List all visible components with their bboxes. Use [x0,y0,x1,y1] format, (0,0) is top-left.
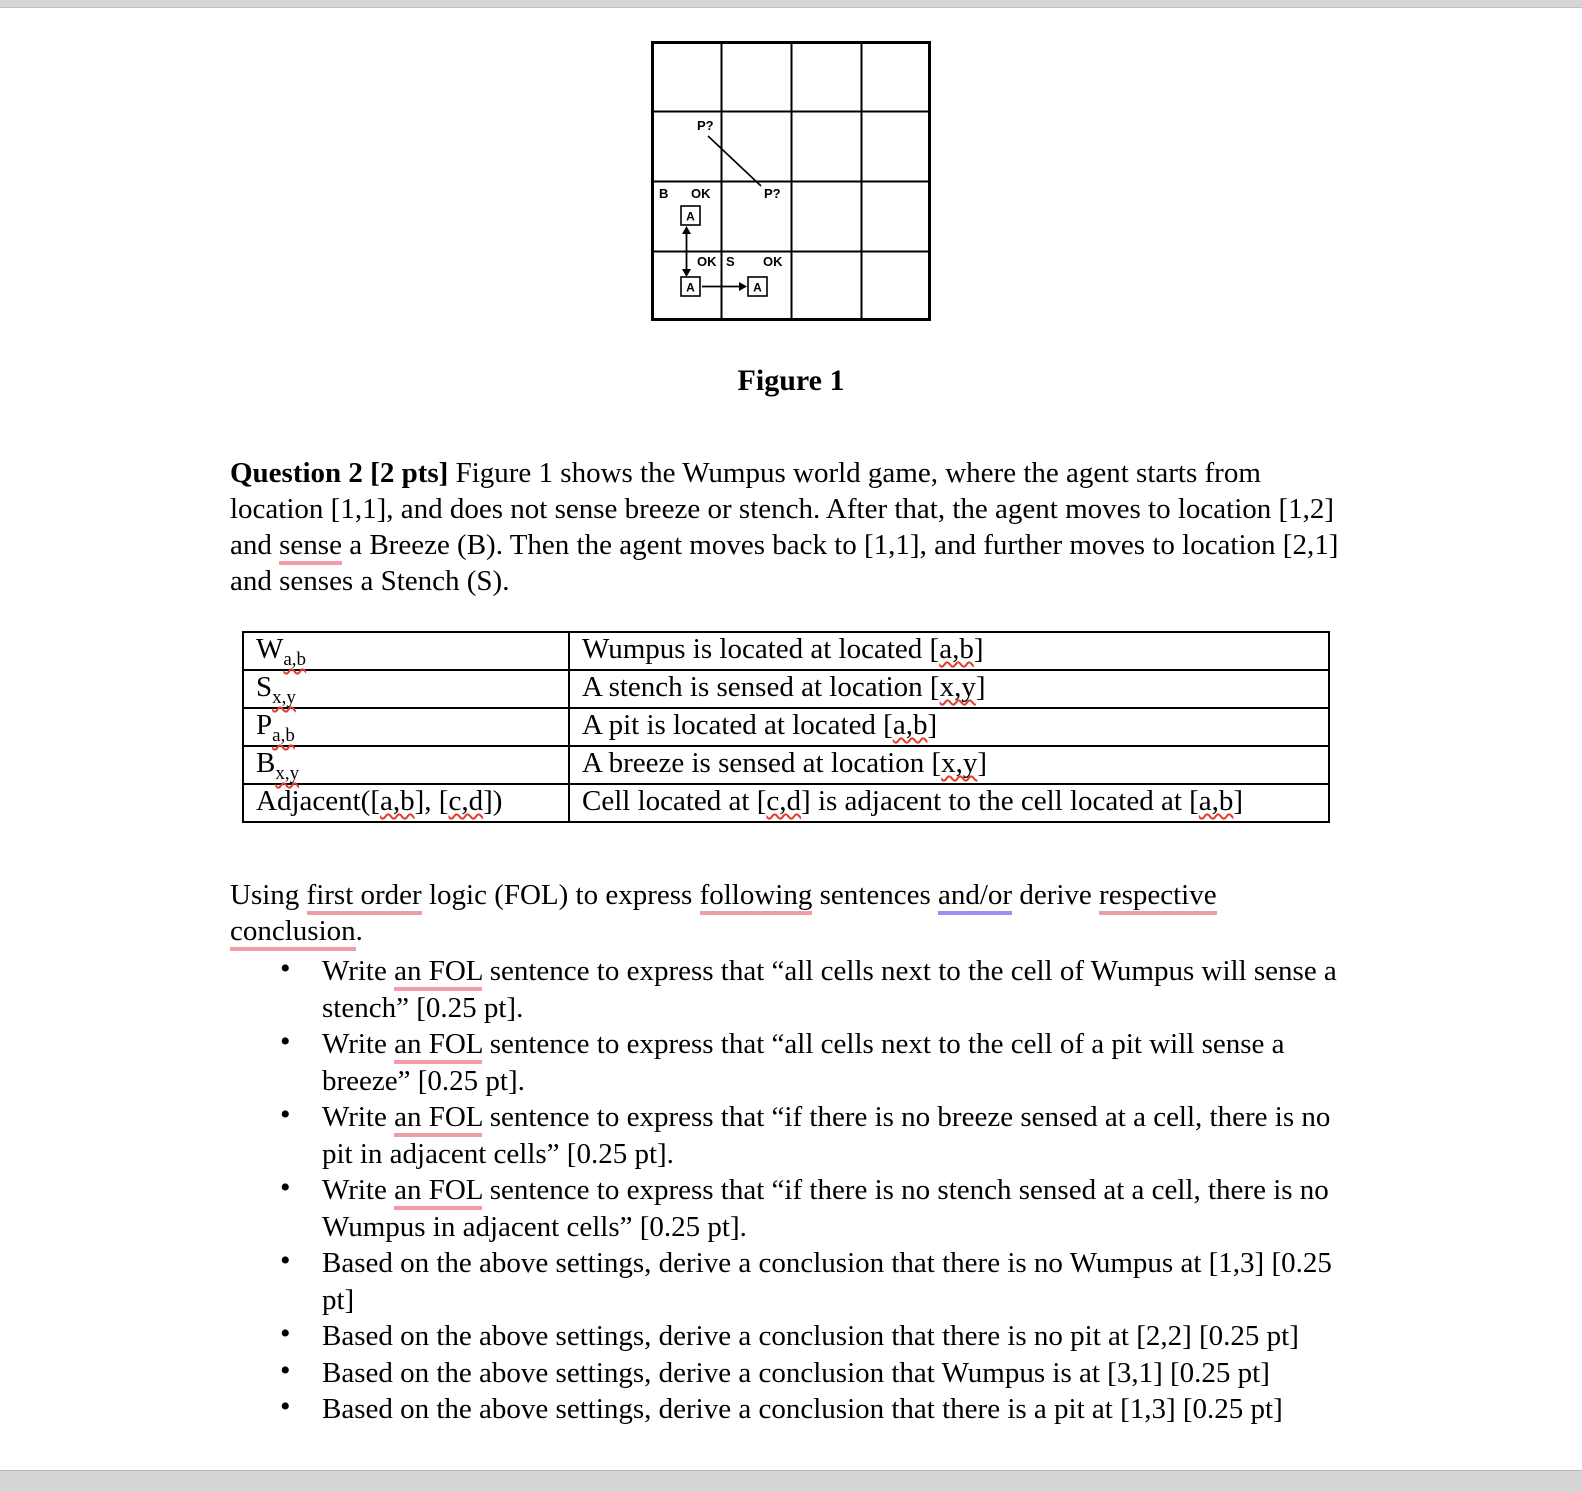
description-cell: Cell located at [c,d] is adjacent to the cell located at [a,b] [569,784,1329,822]
wumpus-grid [651,41,931,321]
agent-box-cell11 [681,277,700,296]
move-arrow-horizontal [702,282,747,291]
table-row [243,784,1329,822]
ok-label-cell11: OK [697,254,717,269]
grammar-underline-word: sense [279,529,342,565]
description-cell: A stench is sensed at location [x,y] [569,670,1329,708]
wumpus-grid-figure [651,41,931,326]
task-item: • Write an FOL sentence to express that “all cells next to the cell of Wumpus will sense a stench” [0.25 pt]. [230,953,1352,1026]
table-row [243,746,1329,784]
task-item: • Based on the above settings, derive a conclusion that Wumpus is at [3,1] [0.25 pt] [230,1355,1352,1392]
pit-pointer-line [708,136,761,186]
svg-text:A: A [686,280,695,295]
notation-table [242,631,1330,823]
task-item: • Write an FOL sentence to express that “all cells next to the cell of a pit will sense a breeze” [0.25 pt]. [230,1026,1352,1099]
task-item: • Write an FOL sentence to express that “if there is no breeze sensed at a cell, there is no pit in adjacent cells” [0.25 pt]. [230,1099,1352,1172]
task-item: • Write an FOL sentence to express that “if there is no stench sensed at a cell, there is no Wumpus in adjacent cells” [0.25 pt]. [230,1172,1352,1245]
symbol-cell: $P_{a,b}$ [243,708,569,746]
symbol-cell: Adjacent([a,b], [c,d]) [243,784,569,822]
description-cell: A pit is located at located [a,b] [569,708,1329,746]
breeze-label: B [659,186,669,201]
pit-query-label-mid: P? [764,186,781,201]
task-list [230,953,1352,1428]
symbol-cell: $W_{a,b}$ [243,632,569,670]
task-item: • Based on the above settings, derive a conclusion that there is a pit at [1,3] [0.25 pt] [230,1391,1352,1428]
fol-instruction-paragraph: Using first order logic (FOL) to express following sentences and/or derive respective conclusion. [230,877,1352,949]
table-row [243,632,1329,670]
svg-text:A: A [753,280,762,295]
question-lead: Question 2 [2 pts] [230,457,449,489]
table-row [243,670,1329,708]
symbol-cell: $S_{x,y}$ [243,670,569,708]
table-row [243,708,1329,746]
window-top-edge [0,0,1582,8]
description-cell: Wumpus is located at located [a,b] [569,632,1329,670]
question-paragraph [230,455,1352,599]
svg-text:A: A [686,209,695,224]
task-item: • Based on the above settings, derive a conclusion that there is no Wumpus at [1,3] [0.25 pt] [230,1245,1352,1318]
task-item: • Based on the above settings, derive a conclusion that there is no pit at [2,2] [0.25 pt] [230,1318,1352,1355]
stench-label: S [726,254,735,269]
figure-caption: Figure 1 [737,364,845,397]
agent-box-cell21 [748,277,767,296]
question-body-1: Figure 1 shows the Wumpus world game, where the agent starts from location [1,1], and does not sense breeze or stench. After that, the agent moves to location [1,2] and [230,457,1335,561]
window-bottom-edge [0,1470,1582,1492]
symbol-cell: $B_{x,y}$ [243,746,569,784]
document-content [0,8,1582,1428]
agent-box-cell12 [681,206,700,225]
question-body-2: a Breeze (B). Then the agent moves back to [1,1], and further moves to location [2,1] and senses a Stench (S). [230,529,1339,597]
description-cell: A breeze is sensed at location [x,y] [569,746,1329,784]
ok-label-cell12: OK [691,186,711,201]
ok-label-cell21: OK [763,254,783,269]
pit-query-label-top: P? [697,118,714,133]
grid-lines [653,43,930,320]
